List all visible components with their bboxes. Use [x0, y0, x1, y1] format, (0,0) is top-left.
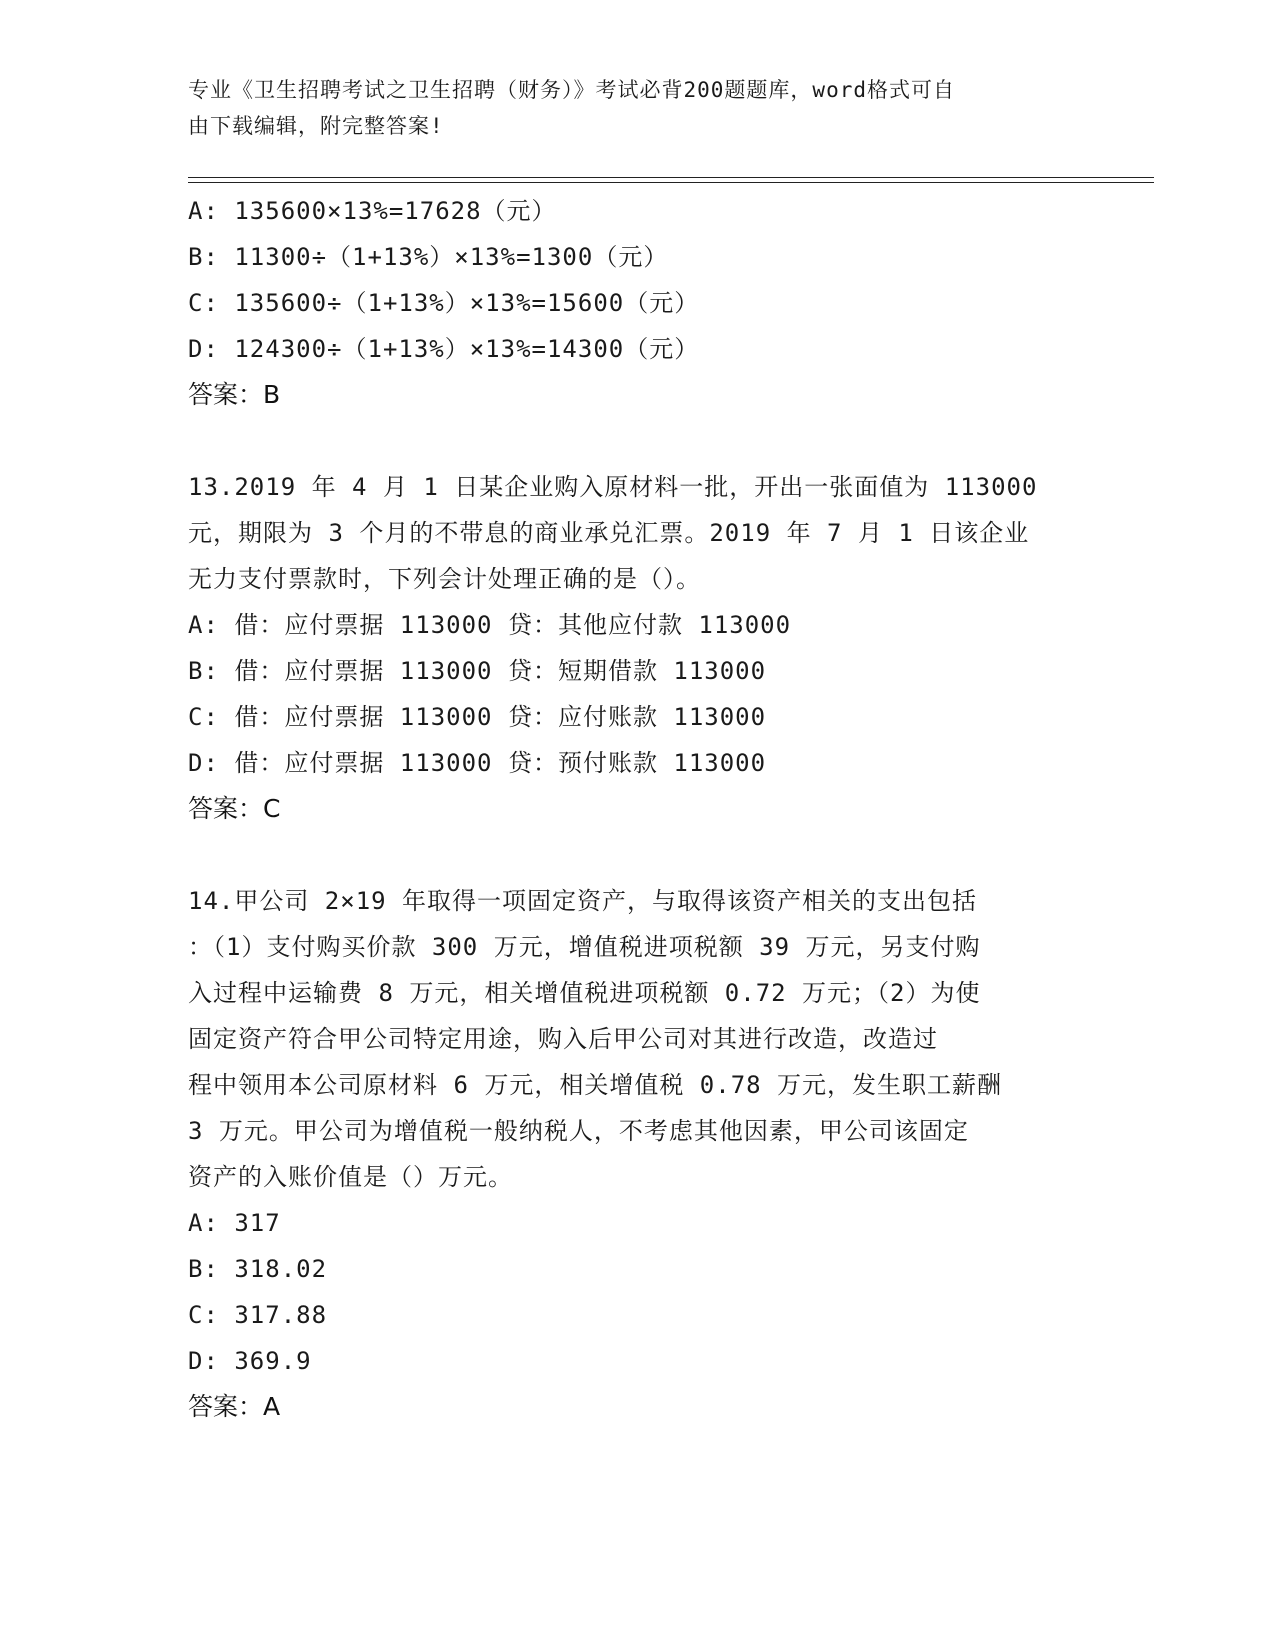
header-rule-bottom	[188, 182, 1154, 183]
spacer	[188, 832, 1088, 878]
document-body	[188, 188, 1088, 1430]
q13-answer: 答案：C	[188, 794, 281, 823]
q14-stem-line: 14.甲公司 2×19 年取得一项固定资产，与取得该资产相关的支出包括	[188, 887, 978, 915]
q13-option-c: C: 借：应付票据 113000 贷：应付账款 113000	[188, 703, 767, 731]
q12-option-d: D: 124300÷（1+13%）×13%=14300（元）	[188, 335, 700, 363]
q14-stem-line: 资产的入账价值是（）万元。	[188, 1163, 513, 1191]
q14-stem-line: ：（1）支付购买价款 300 万元，增值税进项税额 39 万元，另支付购	[188, 933, 981, 961]
q14-stem-line: 程中领用本公司原材料 6 万元，相关增值税 0.78 万元，发生职工薪酬	[188, 1071, 1003, 1099]
q13-stem-line: 无力支付票款时，下列会计处理正确的是（）。	[188, 565, 701, 593]
header-rule-top	[188, 177, 1154, 178]
q12-option-b: B: 11300÷（1+13%）×13%=1300（元）	[188, 243, 669, 271]
q14-stem-line: 固定资产符合甲公司特定用途，购入后甲公司对其进行改造，改造过	[188, 1025, 938, 1053]
header-line-1: 专业《卫生招聘考试之卫生招聘（财务）》考试必背200题题库，word格式可自	[188, 78, 955, 102]
q14-option-d: D: 369.9	[188, 1347, 312, 1375]
q14-answer: 答案：A	[188, 1392, 281, 1421]
question-14	[188, 878, 1088, 1430]
q13-option-d: D: 借：应付票据 113000 贷：预付账款 113000	[188, 749, 767, 777]
q13-stem-line: 元，期限为 3 个月的不带息的商业承兑汇票。2019 年 7 月 1 日该企业	[188, 519, 1030, 547]
q13-option-b: B: 借：应付票据 113000 贷：短期借款 113000	[188, 657, 767, 685]
question-13	[188, 464, 1088, 832]
header-line-2: 由下载编辑，附完整答案!	[188, 114, 444, 138]
question-12	[188, 188, 1088, 418]
q12-answer: 答案：B	[188, 380, 281, 409]
q14-stem-line: 入过程中运输费 8 万元，相关增值税进项税额 0.72 万元；（2）为使	[188, 979, 981, 1007]
q13-stem-line: 13.2019 年 4 月 1 日某企业购入原材料一批，开出一张面值为 113000	[188, 473, 1038, 501]
q14-option-b: B: 318.02	[188, 1255, 328, 1283]
document-header	[188, 72, 1068, 144]
q12-option-a: A: 135600×13%=17628（元）	[188, 197, 557, 225]
q14-option-a: A: 317	[188, 1209, 281, 1237]
q14-stem-line: 3 万元。甲公司为增值税一般纳税人，不考虑其他因素，甲公司该固定	[188, 1117, 969, 1145]
spacer	[188, 418, 1088, 464]
q14-option-c: C: 317.88	[188, 1301, 328, 1329]
q12-option-c: C: 135600÷（1+13%）×13%=15600（元）	[188, 289, 700, 317]
q13-option-a: A: 借：应付票据 113000 贷：其他应付款 113000	[188, 611, 792, 639]
